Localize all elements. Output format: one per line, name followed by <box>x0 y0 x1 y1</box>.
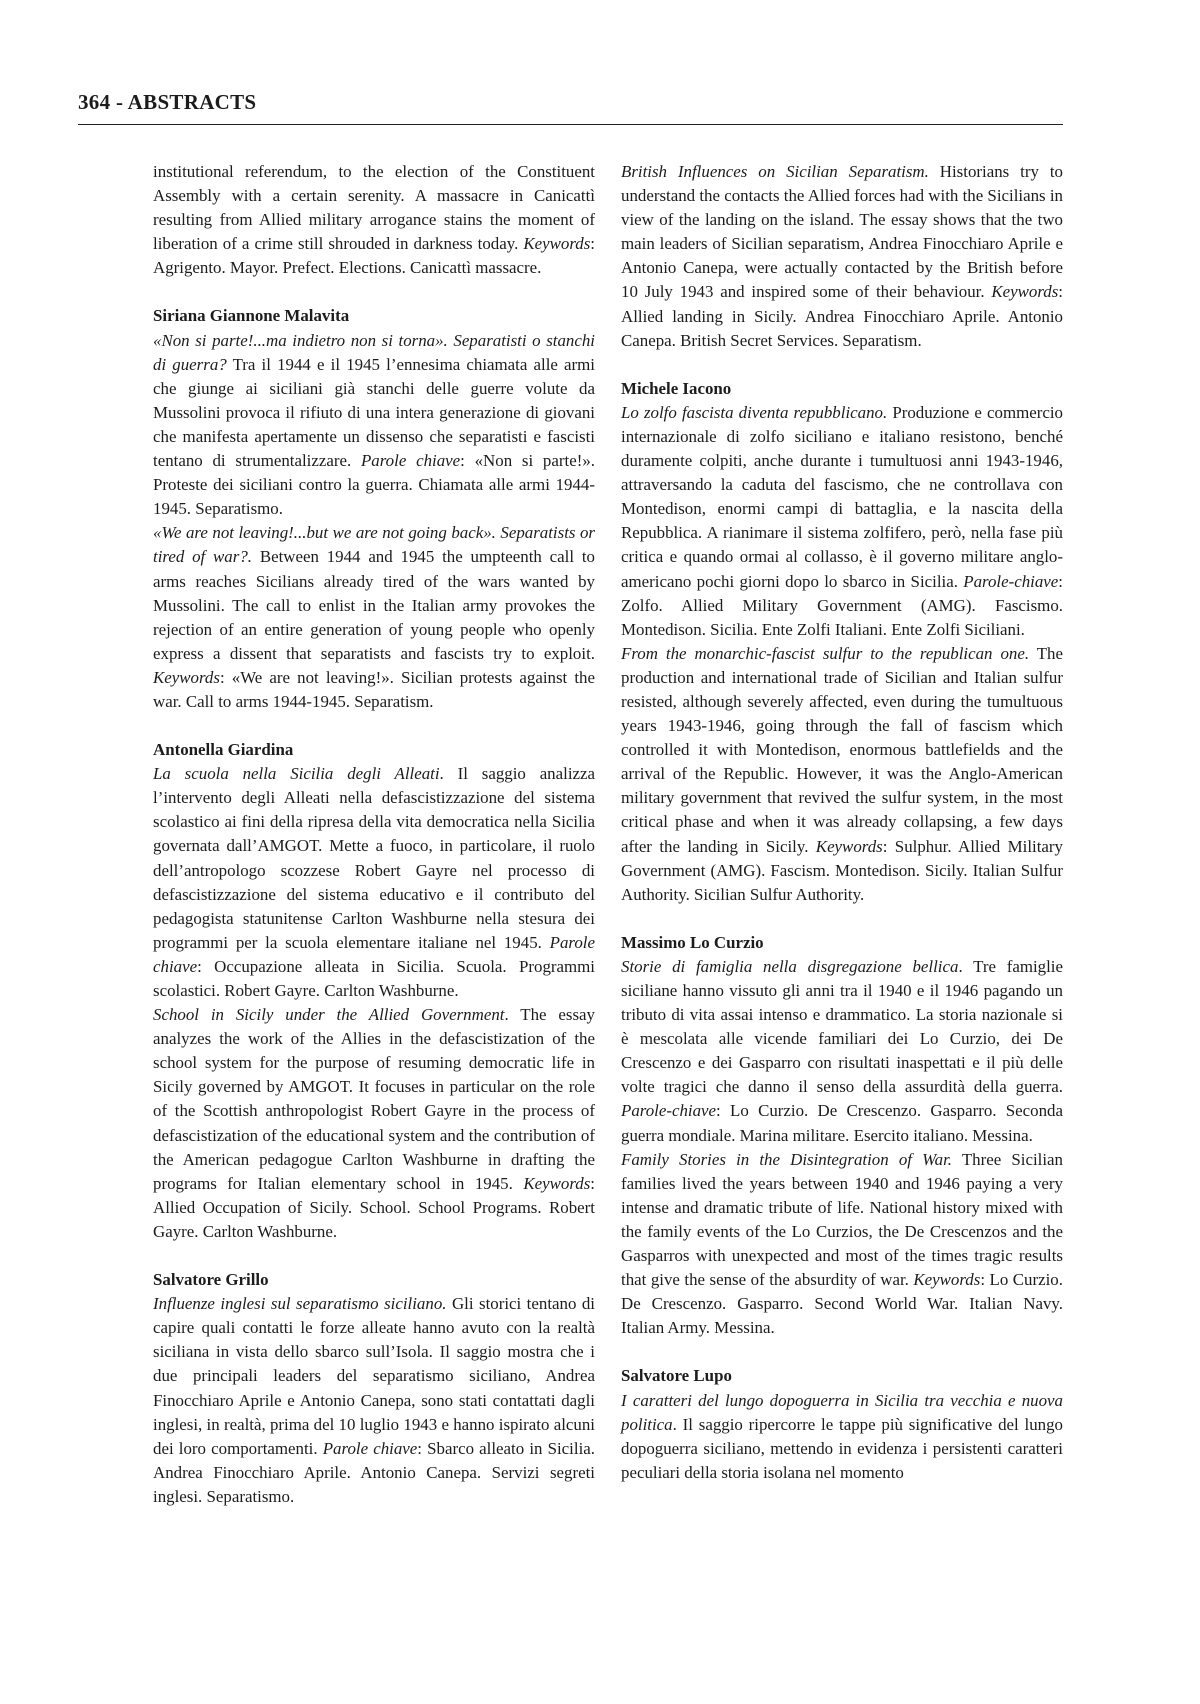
italian-abstract: La scuola nella Sicilia degli Alleati. Il saggio analizza l’intervento degli Alleati nella defascistizzazione del sistema scolastico ai fini della ripresa della vita democratica nella Sicilia governata dall’AMGOT. Mette a fuoco, in particolare, il ruolo dell’antropologo scozzese Robert Gayre nel processo di defascistizzazione del sistema educativo e il contributo del pedagogista statunitense Carlton Washburne nella stesura dei programmi per la scuola elementare italiane nel 1945. Parole chiave: Occupazione alleata in Sicilia. Scuola. Programmi scolastici. Robert Gayre. Carlton Washburne. <box>153 764 596 1000</box>
abstract-entry <box>621 1364 1063 1484</box>
author-name: Antonella Giardina <box>153 740 294 760</box>
english-abstract: School in Sicily under the Allied Government. The essay analyzes the work of the Allies in the defascistization of the school system for the purpose of resuming democratic life in Sicily governed by AMGOT. It focuses in particular on the role of the Scottish anthropologist Robert Gayre in the process of defascistization of the educational system and the contribution of the American pedagogue Carlton Washburne in drafting the programs for Italian elementary school in 1945. Keywords: Allied Occupation of Sicily. School. School Programs. Robert Gayre. Carlton Washburne. <box>153 1005 595 1241</box>
italian-abstract: «Non si parte!...ma indietro non si torna». Separatisti o stanchi di guerra? Tra il 1944 e il 1945 l’ennesima chiamata alle armi che giunge ai siciliani già stanchi delle guerre volute da Mussolini provoca il rifiuto di una intera generazione di giovani che manifesta apertamente un dissenso che separatisti e fascisti tentano di strumentalizzare. Parole chiave: «Non si parte!». Proteste dei siciliani contro la guerra. Chiamata alle armi 1944-1945. Separatismo. <box>153 330 595 519</box>
english-abstract: «We are not leaving!...but we are not going back». Separatists or tired of war?. Between 1944 and 1945 the umpteenth call to arms reaches Sicilians already tired of the wars wanted by Mussolini. The call to enlist in the Italian army provokes the rejection of an entire generation of young people who openly express a dissent that separatists and fascists try to exploit. Keywords: «We are not leaving!». Sicilian protests against the war. Call to arms 1944-1945. Separatism. <box>153 523 595 711</box>
italian-abstract: Lo zolfo fascista diventa repubblicano. Produzione e commercio internazionale di zolfo siciliano e italiano resistono, benché duramente colpiti, anche durante i tumultuosi anni 1943-1946, attraversando la caduta del fascismo, che ne controllava con Montedison, enormi campi di battaglia, e la nascita della Repubblica. A rianimare il sistema zolfifero, però, nella fase più critica e quando ormai al collasso, è il governo militare anglo-americano pochi giorni dopo lo sbarco in Sicilia. Parole-chiave: Zolfo. Allied Military Government (AMG). Fascismo. Montedison. Sicilia. Ente Zolfi Italiani. Ente Zolfi Siciliani. <box>621 402 1063 639</box>
italian-abstract: Influenze inglesi sul separatismo siciliano. Gli storici tentano di capire quali contatti le forze alleate hanno avuto con la realtà siciliana in vista dello sbarco sull’Isola. Il saggio mostra che i due principali leaders del separatismo siciliano, Andrea Finocchiaro Aprile e Antonio Canepa, sono stati contattati dagli inglesi, in realtà, prima del 10 luglio 1943 e hanno ispirato alcuni dei loro comportamenti. Parole chiave: Sbarco alleato in Sicilia. Andrea Finocchiaro Aprile. Antonio Canepa. Servizi segreti inglesi. Separatismo. <box>153 1294 595 1506</box>
italian-abstract: Storie di famiglia nella disgregazione bellica. Tre famiglie siciliane hanno vissuto gli anni tra il 1940 e il 1946 pagando un tributo di vita assai intenso e drammatico. La storia nazionale si è mescolata alle vicende familiari dei Lo Curzio, dei De Crescenzo e dei Gasparro con risultati inaspettati e il più delle volte tragici che danno il senso della assurdità della guerra. Parole-chiave: Lo Curzio. De Crescenzo. Gasparro. Seconda guerra mondiale. Marina militare. Esercito italiano. Messina. <box>621 956 1063 1145</box>
abstract-entry <box>153 304 595 714</box>
left-column <box>153 160 595 1509</box>
abstract-entry <box>153 738 595 1244</box>
author-name: Salvatore Grillo <box>153 1270 269 1290</box>
header-separator: - <box>115 90 124 114</box>
italian-abstract: I caratteri del lungo dopoguerra in Sicilia tra vecchia e nuova politica. Il saggio ripercorre le tappe più significative del lungo dopoguerra siciliano, mettendo in evidenza i persistenti caratteri peculiari della storia isolana nel momento <box>621 1390 1063 1482</box>
continuation-paragraph: institutional referendum, to the election of the Constituent Assembly with a certain serenity. A massacre in Canicattì resulting from Allied military arrogance stains the moment of liberation of a crime still shrouded in darkness today. Keywords: Agrigento. Mayor. Prefect. Elections. Canicattì massacre. <box>153 162 595 278</box>
continuation-paragraph: British Influences on Sicilian Separatism. Historians try to understand the contacts the Allied forces had with the Sicilians in view of the landing on the island. The essay shows that the two main leaders of Sicilian separatism, Andrea Finocchiaro Aprile e Antonio Canepa, were actually contacted by the British before 10 July 1943 and inspired some of their behaviour. Keywords: Allied landing in Sicily. Andrea Finocchiaro Aprile. Antonio Canepa. British Secret Services. Separatism. <box>621 162 1063 350</box>
abstract-entry <box>621 377 1063 907</box>
author-name: Salvatore Lupo <box>621 1366 732 1386</box>
author-name: Massimo Lo Curzio <box>621 932 764 952</box>
right-column <box>621 160 1063 1485</box>
abstract-entry <box>621 931 1063 1341</box>
english-abstract: Family Stories in the Disintegration of War. Three Sicilian families lived the years between 1940 and 1946 paying a very intense and dramatic tribute of life. National history mixed with the family events of the Lo Curzios, the De Crescenzos and the Gasparros with unexpected and most of the times tragic results that give the sense of the absurdity of war. Keywords: Lo Curzio. De Crescenzo. Gasparro. Second World War. Italian Navy. Italian Army. Messina. <box>621 1149 1063 1338</box>
page-number: 364 <box>78 90 111 114</box>
header-rule <box>78 124 1063 125</box>
abstract-entry <box>153 1268 595 1509</box>
section-title: ABSTRACTS <box>127 90 257 114</box>
english-abstract: From the monarchic-fascist sulfur to the republican one. The production and international trade of Sicilian and Italian sulfur resisted, although severely affected, even during the tumultuous years 1943-1946, going through the fall of fascism which controlled it with Montedison, enormous battlefields and the arrival of the Republic. However, it was the Anglo-American military government that revived the sulfur system, in the most critical phase and when it was already collapsing, a few days after the landing in Sicily. Keywords: Sulphur. Allied Military Government (AMG). Fascism. Montedison. Sicily. Italian Sulfur Authority. Sicilian Sulfur Authority. <box>621 643 1063 904</box>
author-name: Michele Iacono <box>621 378 732 398</box>
running-head <box>78 90 1063 115</box>
author-name: Siriana Giannone Malavita <box>153 306 350 326</box>
